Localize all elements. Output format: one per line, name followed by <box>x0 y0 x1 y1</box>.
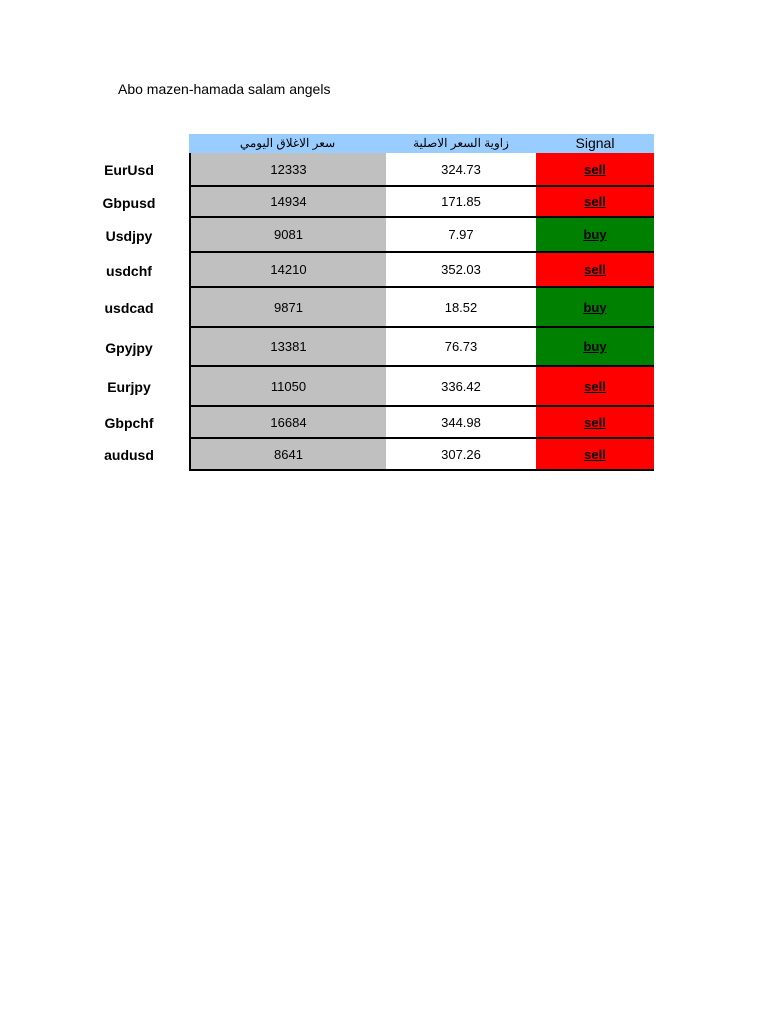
pair-label: usdcad <box>104 300 154 316</box>
pair-label: Eurjpy <box>107 379 151 395</box>
signal-sell-link[interactable]: sell <box>536 407 654 437</box>
row-cells <box>189 153 654 187</box>
pair-label: EurUsd <box>104 162 154 178</box>
signal-table <box>0 153 768 471</box>
row-cells <box>189 218 654 253</box>
header-angle: زاوية السعر الاصلية <box>413 136 509 150</box>
angle-cell: 344.98 <box>386 407 536 437</box>
row-cells <box>189 367 654 407</box>
pair-label: Gbpusd <box>102 194 156 211</box>
table-row <box>0 253 768 288</box>
row-cells <box>189 187 654 218</box>
angle-cell: 324.73 <box>386 153 536 185</box>
pair-label: audusd <box>104 447 154 463</box>
close-price-cell: 9081 <box>189 218 386 251</box>
close-price-cell: 9871 <box>189 288 386 326</box>
row-cells <box>189 439 654 471</box>
close-price-cell: 14934 <box>189 187 386 216</box>
angle-cell: 307.26 <box>386 439 536 469</box>
pair-label: Gpyjpy <box>105 339 153 356</box>
table-row <box>0 328 768 367</box>
signal-buy-link[interactable]: buy <box>536 218 654 251</box>
close-price-cell: 11050 <box>189 367 386 405</box>
signal-sell-link[interactable]: sell <box>536 187 654 216</box>
angle-cell: 171.85 <box>386 187 536 216</box>
angle-cell: 7.97 <box>386 218 536 251</box>
table-row <box>0 439 768 471</box>
signal-sell-link[interactable]: sell <box>536 153 654 185</box>
signal-sell-link[interactable]: sell <box>536 439 654 469</box>
signal-buy-link[interactable]: buy <box>536 288 654 326</box>
signal-sell-link[interactable]: sell <box>536 253 654 286</box>
table-row <box>0 218 768 253</box>
angle-cell: 336.42 <box>386 367 536 405</box>
close-price-cell: 14210 <box>189 253 386 286</box>
table-row <box>0 187 768 218</box>
pair-label: Usdjpy <box>105 227 153 244</box>
table-row <box>0 407 768 439</box>
angle-cell: 76.73 <box>386 328 536 365</box>
pair-label: usdchf <box>106 262 152 279</box>
row-cells <box>189 288 654 328</box>
signal-sell-link[interactable]: sell <box>536 367 654 405</box>
row-cells <box>189 253 654 288</box>
table-row <box>0 288 768 328</box>
header-close-price: سعر الاغلاق اليومي <box>239 136 336 150</box>
angle-cell: 18.52 <box>386 288 536 326</box>
page-title: Abo mazen-hamada salam angels <box>118 81 331 97</box>
row-cells <box>189 328 654 367</box>
pair-label: Gbpchf <box>104 415 154 431</box>
table-row <box>0 367 768 407</box>
table-header <box>189 134 654 153</box>
table-row <box>0 153 768 187</box>
close-price-cell: 13381 <box>189 328 386 365</box>
angle-cell: 352.03 <box>386 253 536 286</box>
signal-buy-link[interactable]: buy <box>536 328 654 365</box>
close-price-cell: 8641 <box>189 439 386 469</box>
header-signal: Signal <box>575 135 615 151</box>
close-price-cell: 12333 <box>189 153 386 185</box>
row-cells <box>189 407 654 439</box>
close-price-cell: 16684 <box>189 407 386 437</box>
